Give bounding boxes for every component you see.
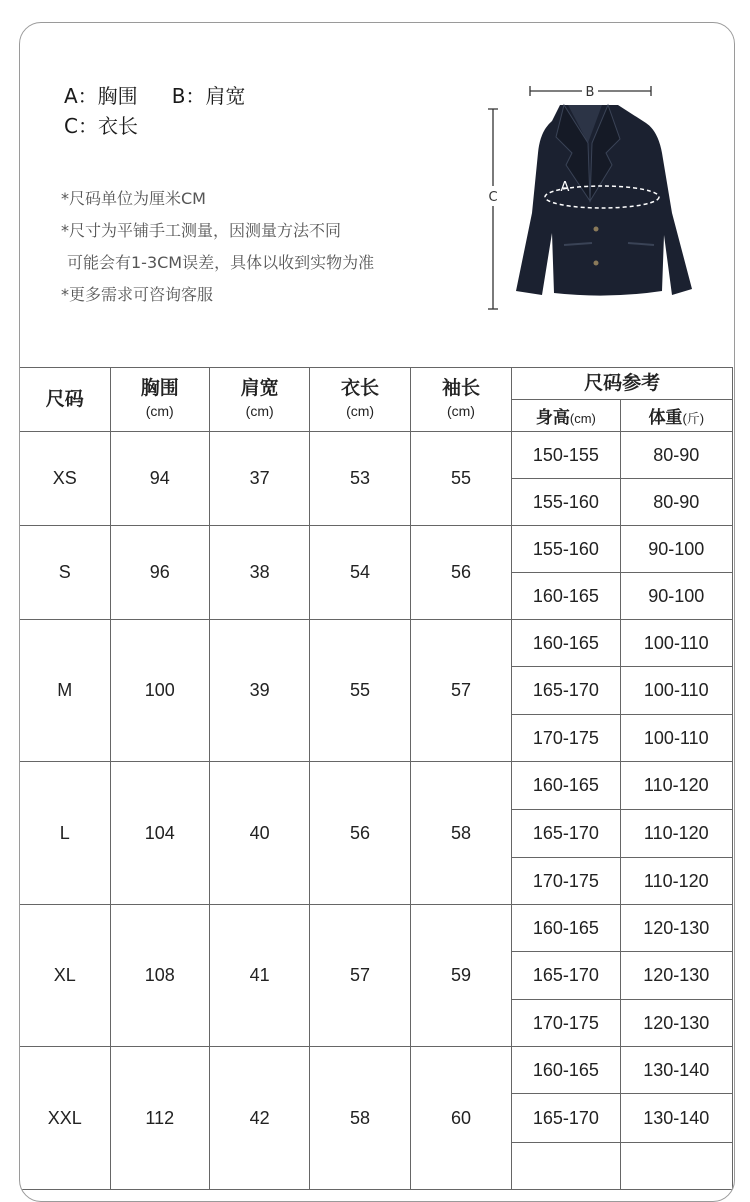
length-cell: 58 — [310, 1047, 410, 1190]
height-range-cell: 150-155 — [512, 432, 620, 479]
table-row — [20, 620, 733, 667]
note-tolerance: 可能会有1-3CM误差，具体以收到实物为准 — [67, 253, 375, 272]
height-range-cell: 160-165 — [512, 620, 620, 667]
table-row — [20, 526, 733, 573]
height-range-cell: 165-170 — [512, 810, 620, 858]
label-b: B — [585, 85, 595, 100]
height-range-cell: 170-175 — [512, 1000, 620, 1047]
sleeve-cell: 60 — [410, 1047, 511, 1190]
jacket-diagram — [468, 83, 708, 323]
header-sleeve: 袖长 (cm) — [410, 368, 511, 432]
weight-range-cell: 80-90 — [620, 432, 732, 479]
height-range-cell: 155-160 — [512, 526, 620, 573]
height-range-cell: 170-175 — [512, 715, 620, 762]
sleeve-cell: 58 — [410, 762, 511, 905]
table-row — [20, 762, 733, 810]
header-length: 衣长 (cm) — [310, 368, 410, 432]
weight-range-cell: 100-110 — [620, 620, 732, 667]
jacket-illustration — [516, 105, 692, 296]
chest-cell: 94 — [110, 432, 209, 526]
sleeve-cell: 59 — [410, 905, 511, 1047]
height-range-cell: 155-160 — [512, 479, 620, 526]
weight-range-cell: 130-140 — [620, 1094, 732, 1143]
weight-range-cell: 120-130 — [620, 905, 732, 952]
length-cell: 57 — [310, 905, 410, 1047]
weight-range-cell: 80-90 — [620, 479, 732, 526]
header-reference: 尺码参考 — [512, 368, 733, 400]
weight-range-cell: 120-130 — [620, 1000, 732, 1047]
height-range-cell: 160-165 — [512, 905, 620, 952]
weight-range-cell: 110-120 — [620, 858, 732, 905]
header-shoulder: 肩宽 (cm) — [209, 368, 309, 432]
weight-range-cell: 100-110 — [620, 715, 732, 762]
label-c: C — [488, 190, 498, 205]
height-range-cell — [512, 1143, 620, 1190]
chest-cell: 108 — [110, 905, 209, 1047]
weight-range-cell: 120-130 — [620, 952, 732, 1000]
note-contact: *更多需求可咨询客服 — [61, 285, 214, 304]
header-height: 身高(cm) — [512, 400, 620, 432]
header-size: 尺码 — [20, 368, 111, 432]
chest-cell: 104 — [110, 762, 209, 905]
sleeve-cell: 56 — [410, 526, 511, 620]
size-table — [19, 367, 733, 1190]
label-a: A — [560, 180, 570, 195]
weight-range-cell: 110-120 — [620, 810, 732, 858]
height-range-cell: 165-170 — [512, 667, 620, 715]
shoulder-cell: 38 — [209, 526, 309, 620]
length-cell: 55 — [310, 620, 410, 762]
length-cell: 53 — [310, 432, 410, 526]
height-range-cell: 160-165 — [512, 762, 620, 810]
height-range-cell: 160-165 — [512, 1047, 620, 1094]
size-cell: XL — [20, 905, 111, 1047]
length-cell: 54 — [310, 526, 410, 620]
legend-shoulder: B：肩宽 — [171, 84, 246, 108]
header-weight: 体重(斤) — [620, 400, 732, 432]
legend-length: C：衣长 — [64, 114, 138, 138]
table-header-row — [20, 368, 733, 400]
weight-range-cell: 130-140 — [620, 1047, 732, 1094]
size-cell: S — [20, 526, 111, 620]
height-range-cell: 170-175 — [512, 858, 620, 905]
shoulder-cell: 41 — [209, 905, 309, 1047]
shoulder-cell: 42 — [209, 1047, 309, 1190]
chest-cell: 100 — [110, 620, 209, 762]
size-cell: XS — [20, 432, 111, 526]
weight-range-cell: 110-120 — [620, 762, 732, 810]
length-measure-line — [488, 109, 498, 309]
shoulder-cell: 40 — [209, 762, 309, 905]
sleeve-cell: 57 — [410, 620, 511, 762]
height-range-cell: 165-170 — [512, 1094, 620, 1143]
weight-range-cell: 90-100 — [620, 573, 732, 620]
chest-cell: 112 — [110, 1047, 209, 1190]
table-row — [20, 905, 733, 952]
height-range-cell: 160-165 — [512, 573, 620, 620]
legend-chest: A：胸围 — [64, 84, 138, 108]
table-row — [20, 432, 733, 479]
chest-cell: 96 — [110, 526, 209, 620]
weight-range-cell: 90-100 — [620, 526, 732, 573]
note-method: *尺寸为平铺手工测量，因测量方法不同 — [61, 221, 342, 240]
weight-range-cell: 100-110 — [620, 667, 732, 715]
shoulder-cell: 37 — [209, 432, 309, 526]
header-chest: 胸围 (cm) — [110, 368, 209, 432]
shoulder-cell: 39 — [209, 620, 309, 762]
measurement-notes — [61, 183, 374, 311]
length-cell: 56 — [310, 762, 410, 905]
size-cell: XXL — [20, 1047, 111, 1190]
weight-range-cell — [620, 1143, 732, 1190]
size-cell: L — [20, 762, 111, 905]
measurement-legend — [64, 81, 279, 141]
size-chart-card — [19, 22, 735, 1202]
height-range-cell: 165-170 — [512, 952, 620, 1000]
sleeve-cell: 55 — [410, 432, 511, 526]
note-unit: *尺码单位为厘米CM — [61, 189, 206, 208]
table-row — [20, 1047, 733, 1094]
size-cell: M — [20, 620, 111, 762]
